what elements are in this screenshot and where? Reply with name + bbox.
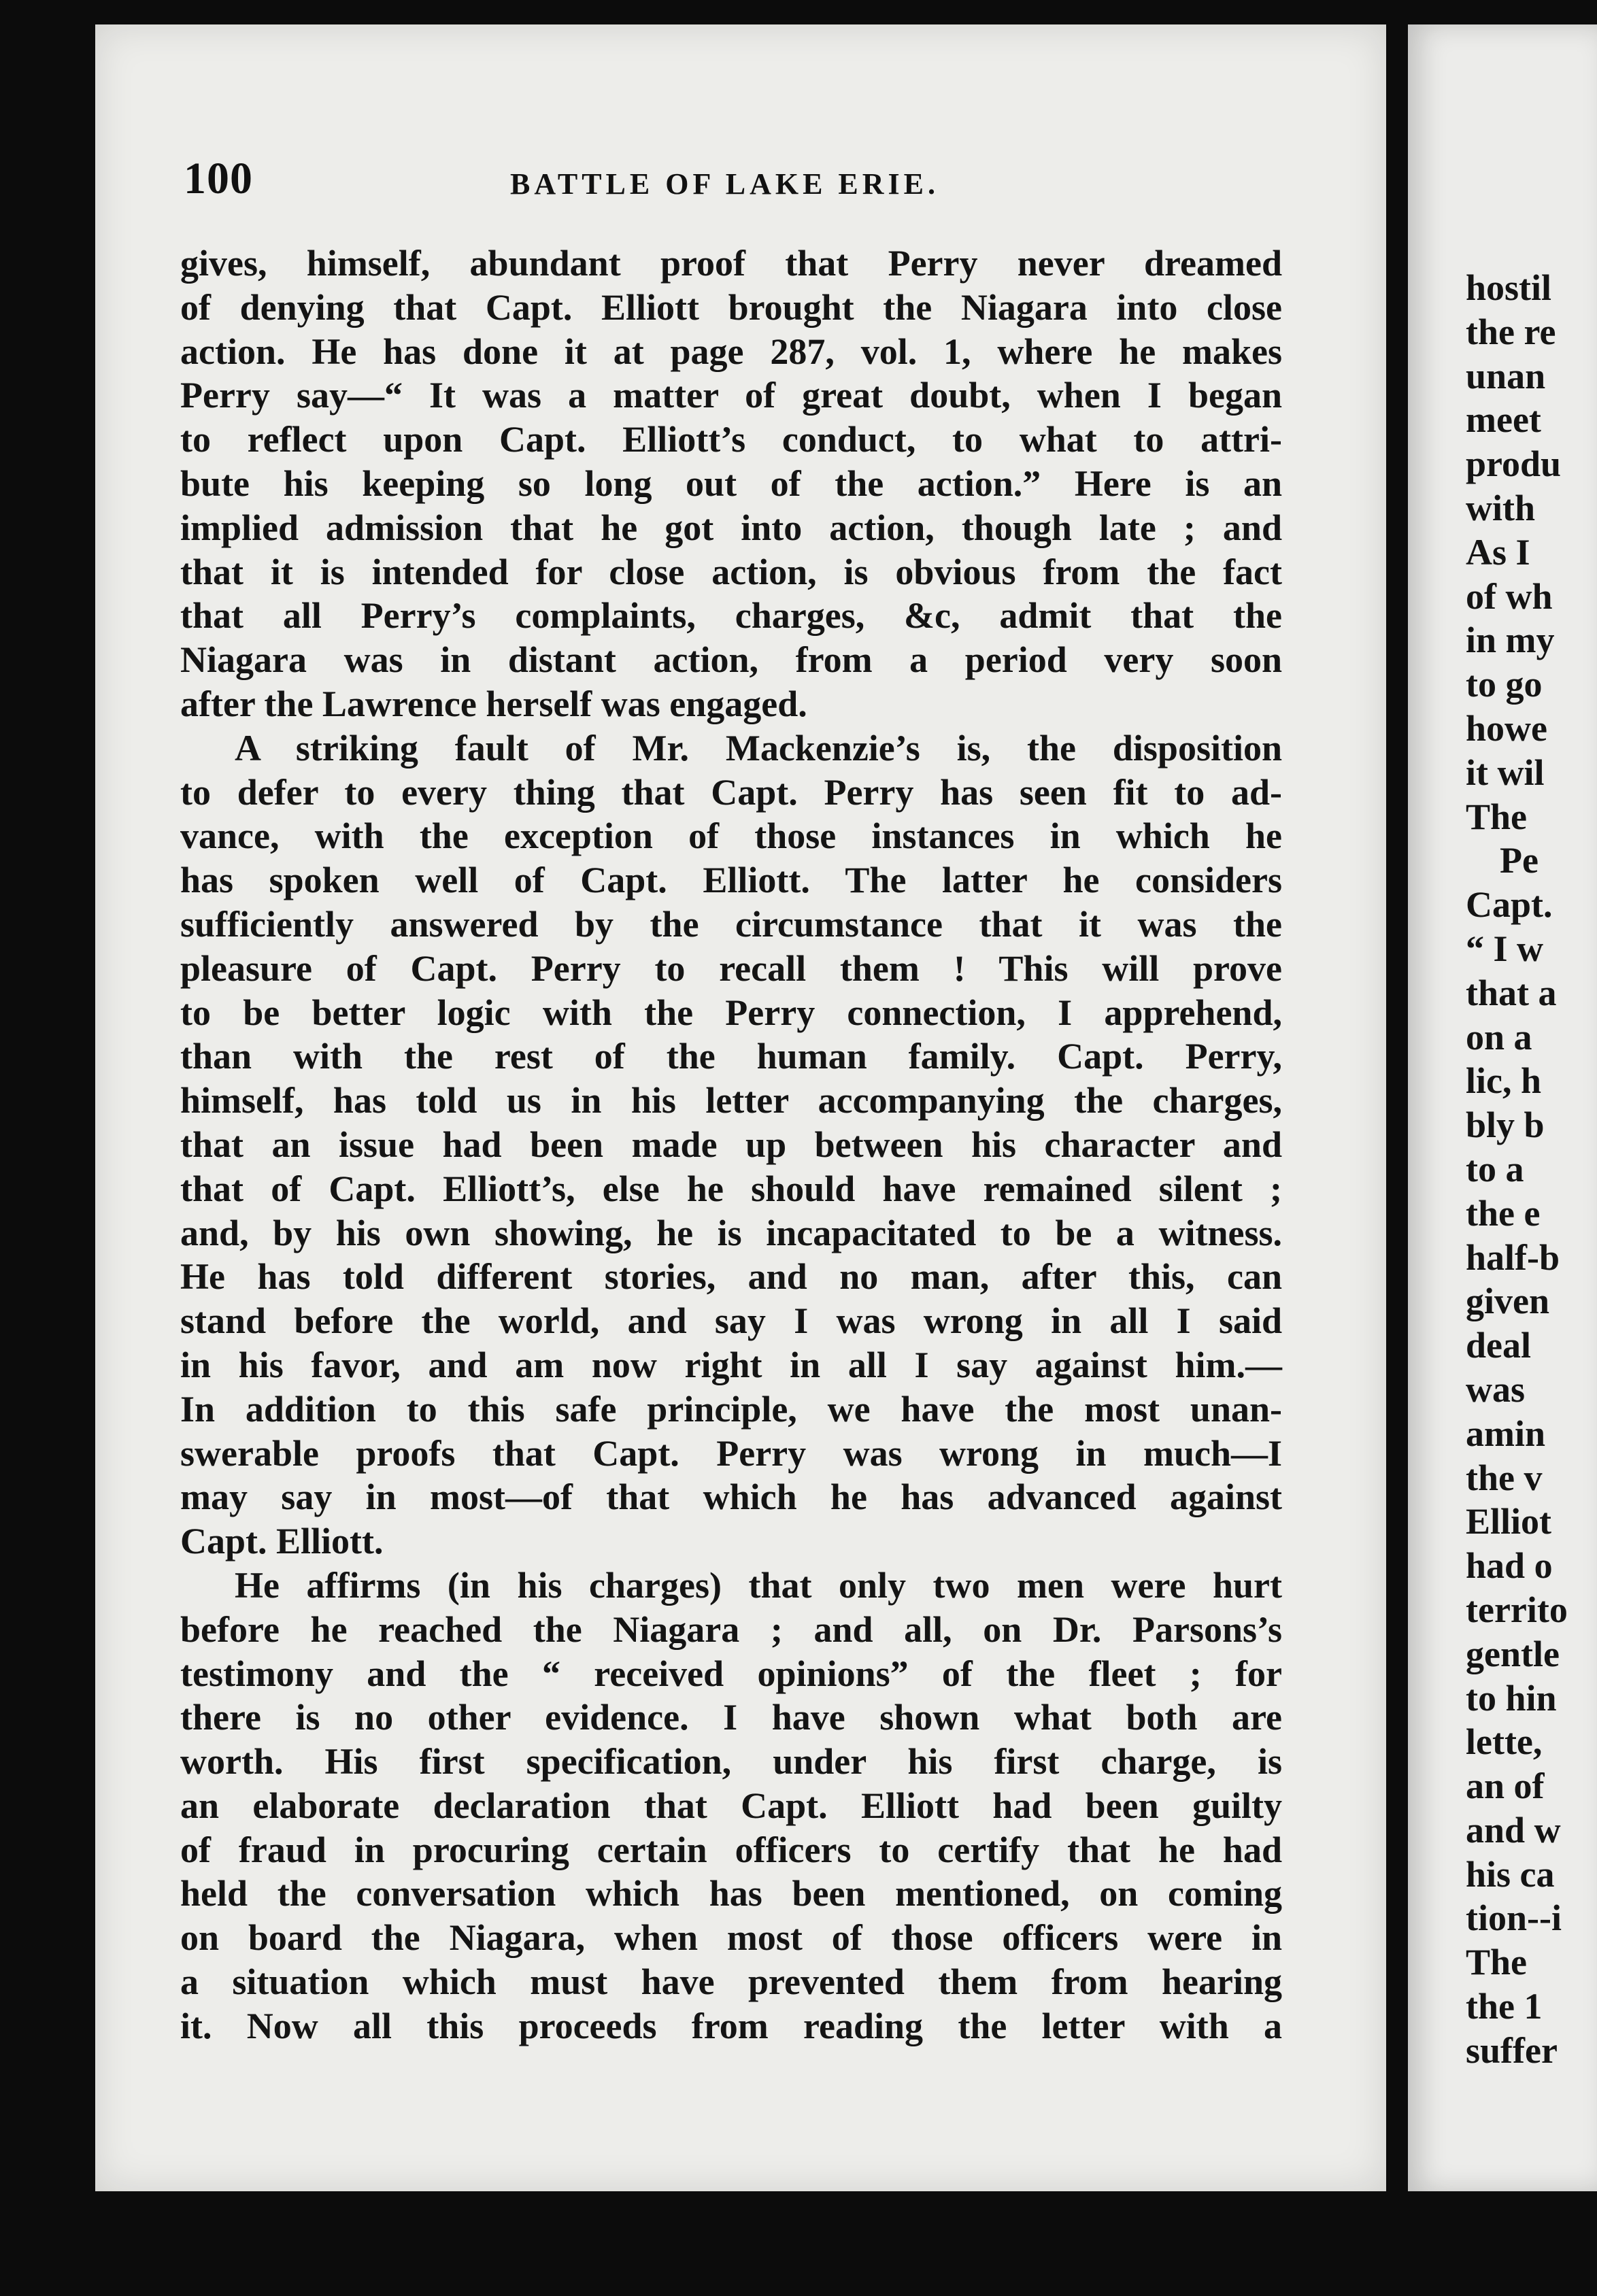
facing-page-line: to go: [1466, 664, 1543, 705]
text-line: action. He has done it at page 287, vol. 1, where he makes: [180, 331, 1282, 372]
facing-page-line: with: [1466, 487, 1536, 528]
text-line: Perry say—“ It was a matter of great doubt, when I began: [180, 375, 1282, 416]
facing-page-line: meet: [1466, 399, 1541, 441]
text-line: than with the rest of the human family. Capt. Perry,: [180, 1036, 1282, 1077]
body-text: [180, 241, 1282, 2048]
facing-page-line: was: [1466, 1368, 1526, 1410]
text-line: it. Now all this proceeds from reading the letter with a: [180, 2005, 1282, 2046]
text-line: implied admission that he got into action, though late ; and: [180, 507, 1282, 548]
text-line: testimony and the “ received opinions” of the fleet ; for: [180, 1653, 1282, 1694]
facing-page-line: produ: [1466, 443, 1562, 485]
facing-page-line: lette,: [1466, 1721, 1543, 1763]
facing-page: [1408, 24, 1597, 2191]
facing-page-line: deal: [1466, 1325, 1532, 1366]
text-line: held the conversation which has been mentioned, on coming: [180, 1873, 1282, 1914]
text-line: before he reached the Niagara ; and all, on Dr. Parsons’s: [180, 1608, 1282, 1650]
facing-page-line: Capt.: [1466, 884, 1553, 926]
text-line: that it is intended for close action, is obvious from the fact: [180, 551, 1282, 592]
facing-page-line: to hin: [1466, 1677, 1557, 1719]
facing-page-line: the 1: [1466, 1986, 1543, 2027]
text-line: of denying that Capt. Elliott brought the Niagara into close: [180, 286, 1282, 328]
text-line: bute his keeping so long out of the action.” Here is an: [180, 462, 1282, 504]
facing-page-line: gentle: [1466, 1633, 1560, 1674]
facing-page-line: “ I w: [1466, 928, 1544, 969]
text-line: A striking fault of Mr. Mackenzie’s is, the disposition: [235, 727, 1282, 769]
facing-page-line: in my: [1466, 620, 1555, 661]
facing-page-line: and w: [1466, 1809, 1561, 1851]
text-line: gives, himself, abundant proof that Perry never dreamed: [180, 243, 1282, 284]
text-line: of fraud in procuring certain officers to certify that he had: [180, 1829, 1282, 1870]
text-line: to reflect upon Capt. Elliott’s conduct, to what to attri-: [180, 419, 1282, 460]
text-line: that all Perry’s complaints, charges, &c, admit that the: [180, 595, 1282, 637]
facing-page-line: it wil: [1466, 752, 1545, 793]
facing-page-line: lic, h: [1466, 1060, 1542, 1102]
facing-page-line: that a: [1466, 972, 1557, 1013]
facing-page-text: [1466, 266, 1597, 2073]
text-line: swerable proofs that Capt. Perry was wrong in much—I: [180, 1432, 1282, 1474]
text-line: may say in most—of that which he has advanced against: [180, 1476, 1282, 1518]
text-line: Niagara was in distant action, from a period very soon: [180, 639, 1282, 681]
facing-page-line: the re: [1466, 311, 1556, 352]
text-line: sufficiently answered by the circumstance that it was the: [180, 903, 1282, 945]
facing-page-line: As I: [1466, 531, 1530, 573]
text-line: pleasure of Capt. Perry to recall them ! This will prove: [180, 947, 1282, 989]
facing-page-line: hostil: [1466, 267, 1552, 308]
text-line: worth. His first specification, under his first charge, is: [180, 1741, 1282, 1783]
page-header: [184, 153, 1313, 207]
text-line: He has told different stories, and no man, after this, can: [180, 1256, 1282, 1298]
facing-page-line: amin: [1466, 1413, 1546, 1454]
facing-page-line: bly b: [1466, 1104, 1545, 1146]
text-line: that of Capt. Elliott’s, else he should have remained silent ;: [180, 1168, 1282, 1209]
text-line: He affirms (in his charges) that only two men were hurt: [235, 1564, 1282, 1606]
facing-page-line: unan: [1466, 355, 1546, 396]
text-line: vance, with the exception of those instances in which he: [180, 815, 1282, 857]
page-number: 100: [184, 154, 253, 203]
facing-page-line: to a: [1466, 1148, 1524, 1189]
facing-page-line: his ca: [1466, 1853, 1555, 1895]
facing-page-line: Elliot: [1466, 1501, 1552, 1542]
facing-page-line: tion--i: [1466, 1897, 1562, 1939]
text-line: that an issue had been made up between his character and: [180, 1124, 1282, 1165]
facing-page-line: an of: [1466, 1766, 1545, 1807]
text-line: an elaborate declaration that Capt. Elliott had been guilty: [180, 1785, 1282, 1826]
text-line: stand before the world, and say I was wrong in all I said: [180, 1300, 1282, 1342]
facing-page-line: given: [1466, 1281, 1550, 1322]
text-line: to be better logic with the Perry connection, I apprehend,: [180, 992, 1282, 1033]
text-line: In addition to this safe principle, we have the most unan-: [180, 1388, 1282, 1430]
facing-page-line: suffer: [1466, 2029, 1558, 2071]
facing-page-line: half-b: [1466, 1236, 1560, 1278]
facing-page-line: the e: [1466, 1192, 1541, 1234]
running-head: BATTLE OF LAKE ERIE.: [510, 167, 940, 201]
facing-page-line: of wh: [1466, 575, 1553, 617]
facing-page-line: territo: [1466, 1589, 1568, 1630]
facing-page-line: had o: [1466, 1545, 1553, 1587]
facing-page-line: The: [1466, 796, 1528, 837]
text-line: himself, has told us in his letter accompanying the charges,: [180, 1080, 1282, 1121]
text-line: there is no other evidence. I have shown what both are: [180, 1697, 1282, 1738]
text-line: has spoken well of Capt. Elliott. The latter he considers: [180, 860, 1282, 901]
text-line: and, by his own showing, he is incapacitated to be a witness.: [180, 1212, 1282, 1253]
facing-page-line: The: [1466, 1942, 1528, 1983]
facing-page-line: on a: [1466, 1016, 1532, 1058]
text-line: in his favor, and am now right in all I say against him.—: [180, 1344, 1282, 1385]
facing-page-line: Pe: [1500, 840, 1539, 881]
text-line: a situation which must have prevented them from hearing: [180, 1961, 1282, 2003]
text-line: Capt. Elliott.: [180, 1521, 384, 1562]
facing-page-line: howe: [1466, 707, 1547, 749]
facing-page-line: the v: [1466, 1457, 1543, 1498]
text-line: after the Lawrence herself was engaged.: [180, 683, 807, 724]
text-line: to defer to every thing that Capt. Perry has seen fit to ad-: [180, 771, 1282, 813]
text-line: on board the Niagara, when most of those officers were in: [180, 1917, 1282, 1959]
